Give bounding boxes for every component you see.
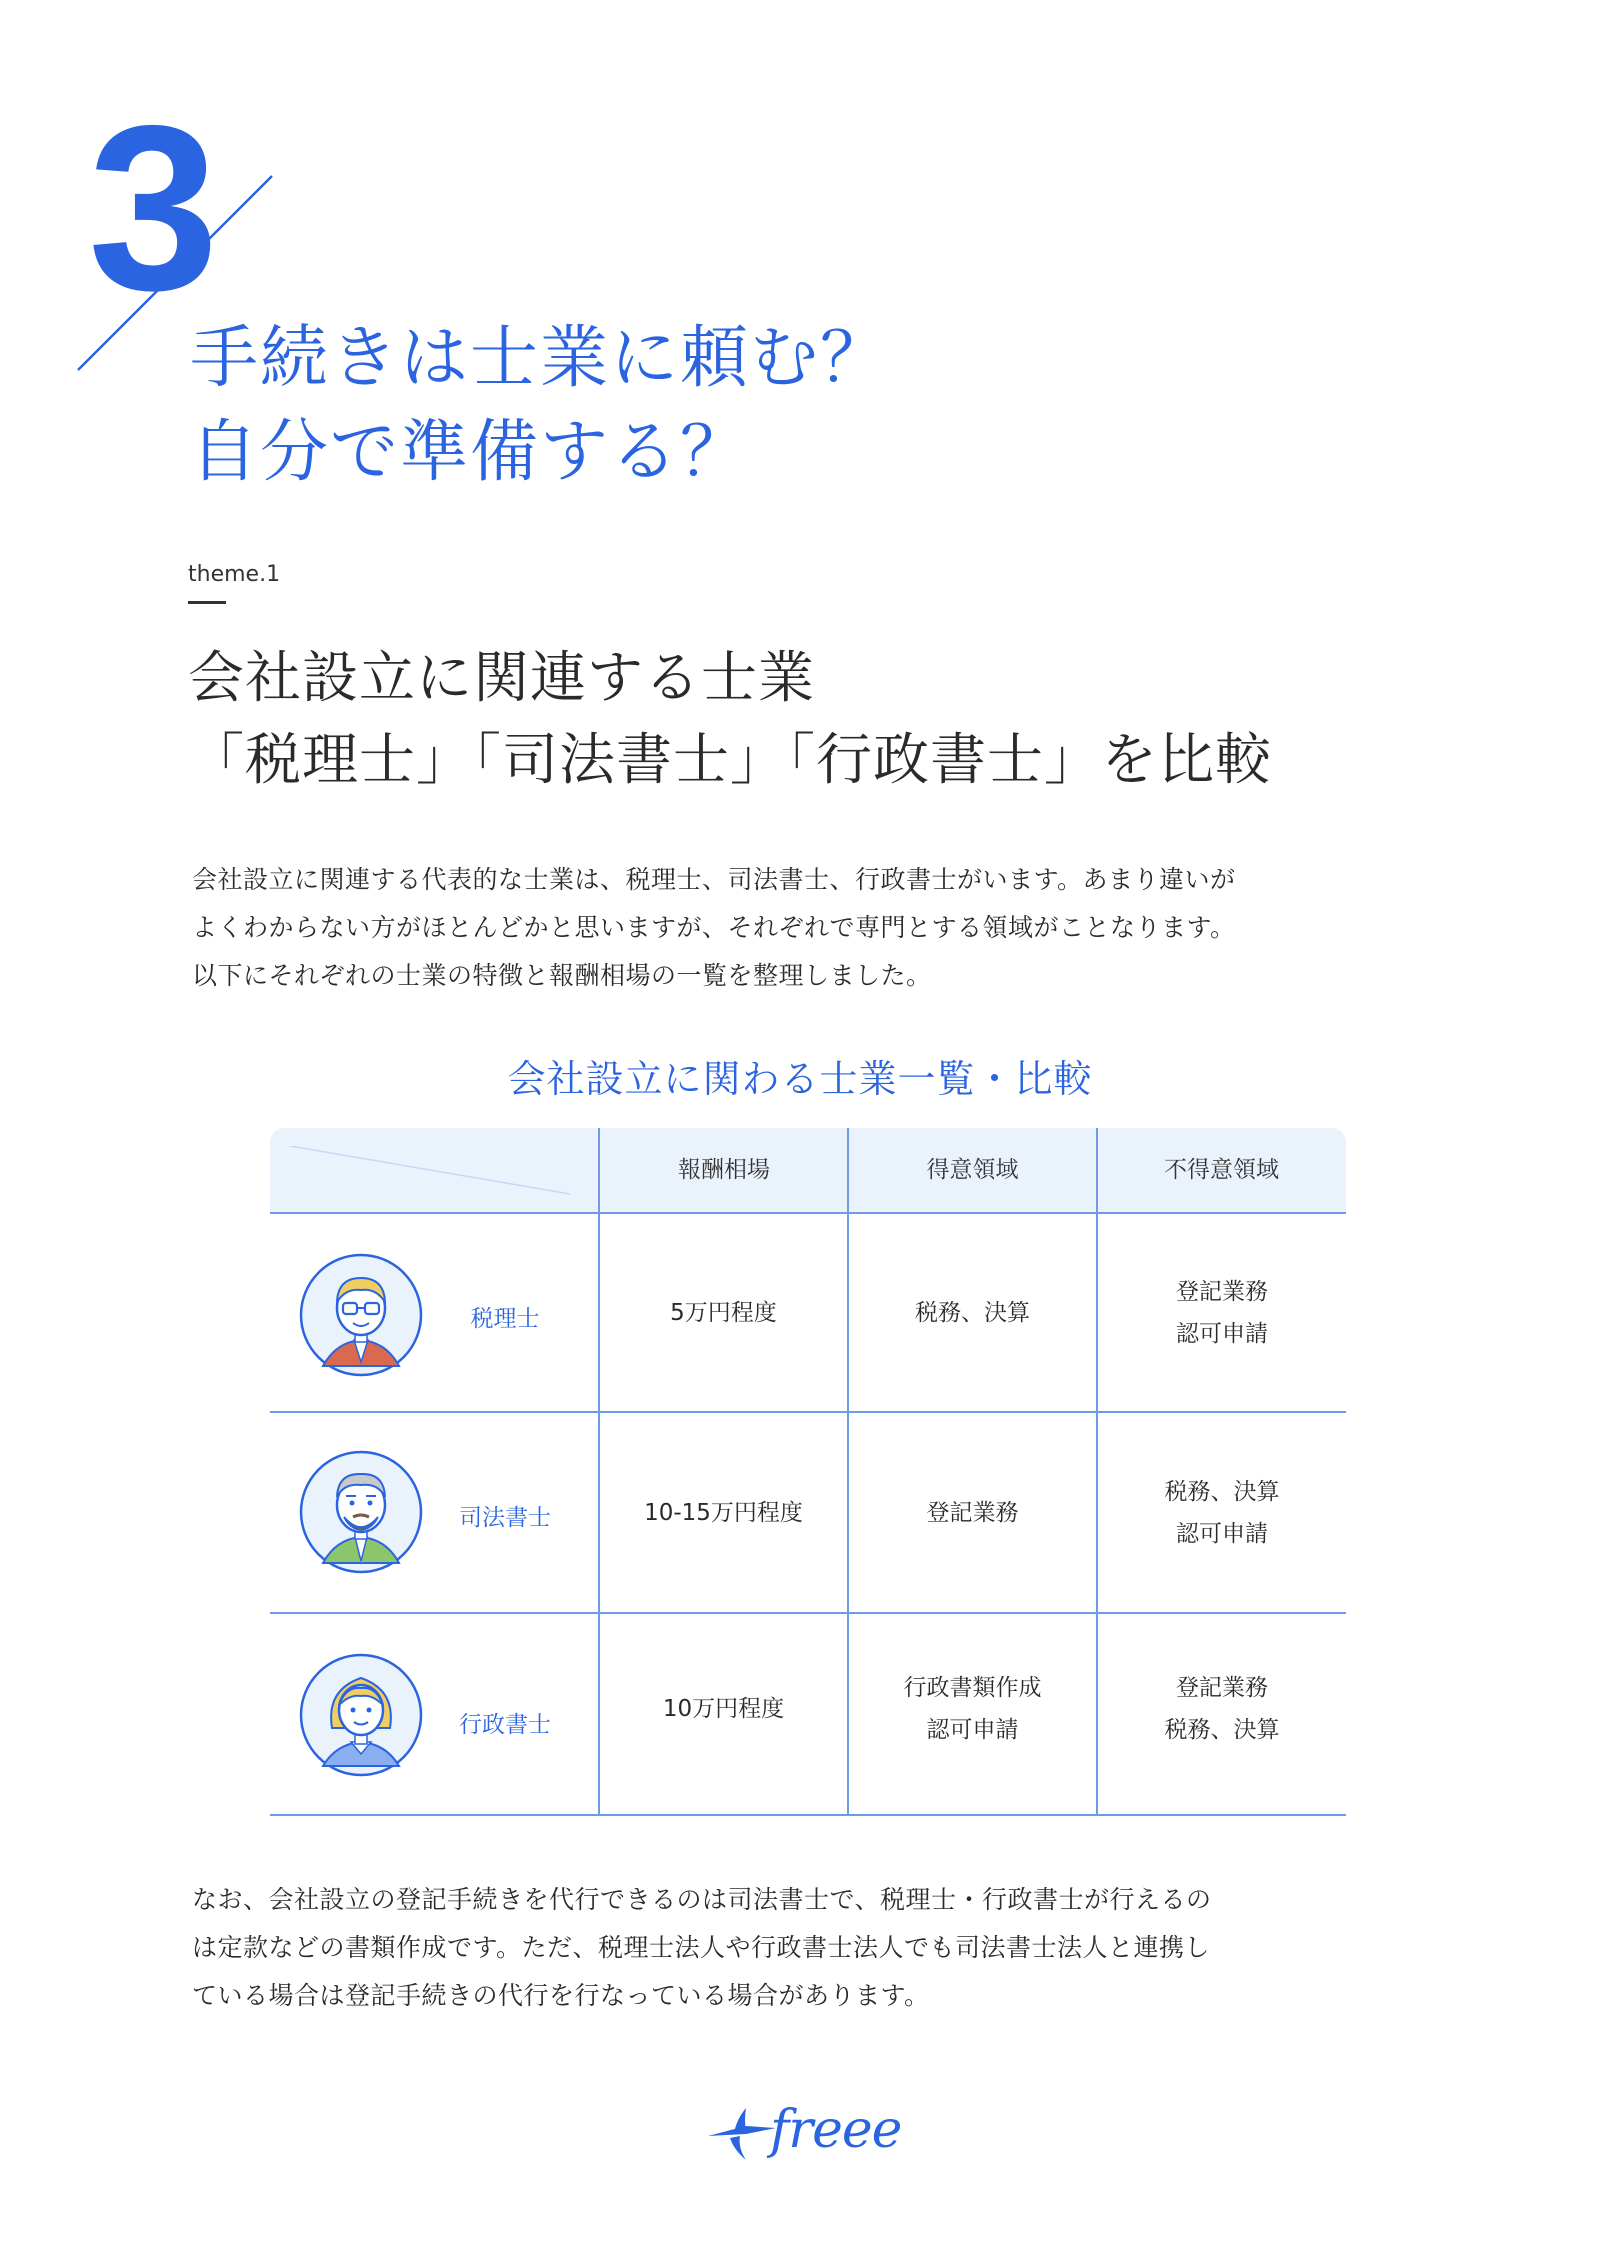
section-title-line-1: 会社設立に関連する士業 [188, 646, 815, 711]
table-row [270, 1413, 1346, 1612]
role-name: 行政書士 [459, 1712, 551, 1738]
intro-line: 会社設立に関連する代表的な士業は、税理士、司法書士、行政書士がいます。あまり違いが [192, 865, 1236, 894]
strong-area-cell [849, 1614, 1096, 1804]
table-row [270, 1614, 1346, 1814]
weak-area-cell [1098, 1413, 1346, 1612]
section-title-line-2: 「税理士」「司法書士」「行政書士」を比較 [188, 728, 1272, 793]
fee-value: 10万円程度 [662, 1696, 785, 1722]
weak-area-item: 登記業務 [1176, 1675, 1268, 1701]
comparison-table [270, 1128, 1346, 1816]
weak-area-item: 登記業務 [1176, 1278, 1268, 1305]
header-strong-area: 得意領域 [926, 1157, 1019, 1183]
note-line: は定款などの書類作成です。ただ、税理士法人や行政書士法人でも司法書士法人と連携し [192, 1933, 1211, 1962]
weak-area-item: 税務、決算 [1164, 1478, 1280, 1505]
weak-area-cell [1098, 1614, 1346, 1804]
note-line: ている場合は登記手続きの代行を行なっている場合があります。 [192, 1981, 930, 2010]
weak-area-cell [1098, 1214, 1346, 1411]
chapter-title [190, 312, 890, 500]
judicial-scrivener-avatar-icon [296, 1447, 426, 1577]
strong-area-item: 行政書類作成 [903, 1675, 1042, 1701]
intro-line: 以下にそれぞれの士業の特徴と報酬相場の一覧を整理しました。 [192, 961, 932, 990]
fee-value: 10-15万円程度 [644, 1499, 803, 1526]
tax-accountant-avatar-icon [296, 1250, 426, 1380]
freee-logo [706, 2098, 906, 2168]
header-weak-area: 不得意領域 [1164, 1157, 1279, 1183]
strong-area-item: 認可申請 [926, 1717, 1019, 1743]
fee-cell [600, 1214, 847, 1411]
table-row [270, 1214, 1346, 1411]
header-corner-diagonal [290, 1146, 590, 1206]
fee-cell [600, 1413, 847, 1612]
theme-label: theme.1 [188, 562, 281, 587]
role-name: 税理士 [470, 1306, 540, 1332]
note-paragraph [192, 1876, 1442, 2020]
fee-value: 5万円程度 [670, 1299, 777, 1326]
weak-area-item: 認可申請 [1176, 1520, 1268, 1547]
weak-area-item: 認可申請 [1176, 1320, 1268, 1347]
chapter-title-line-1: 手続きは士業に頼む？ [190, 319, 891, 398]
freee-bird-logo-icon [706, 2106, 776, 2162]
freee-logo-text: freee [770, 2100, 902, 2160]
section-title [188, 638, 1272, 802]
theme-divider [188, 601, 226, 604]
role-name: 司法書士 [459, 1505, 551, 1531]
note-line: なお、会社設立の登記手続きを代行できるのは司法書士で、税理士・行政書士が行えるの [192, 1885, 1212, 1914]
header-fee: 報酬相場 [678, 1157, 770, 1183]
fee-cell [600, 1614, 847, 1804]
strong-area-cell [849, 1413, 1096, 1612]
strong-area-item: 登記業務 [926, 1499, 1019, 1526]
chapter-number: 3 [88, 76, 219, 339]
strong-area-cell [849, 1214, 1096, 1411]
intro-line: よくわからない方がほとんどかと思いますが、それぞれで専門とする領域がことなります。 [192, 913, 1236, 942]
strong-area-item: 税務、決算 [915, 1299, 1030, 1326]
intro-paragraph [192, 856, 1442, 1000]
weak-area-item: 税務、決算 [1164, 1717, 1280, 1743]
table-title: 会社設立に関わる士業一覧・比較 [507, 1057, 1093, 1101]
table-row-divider [270, 1814, 1346, 1816]
chapter-title-line-2: 自分で準備する？ [190, 413, 751, 492]
administrative-scrivener-avatar-icon [296, 1650, 426, 1780]
